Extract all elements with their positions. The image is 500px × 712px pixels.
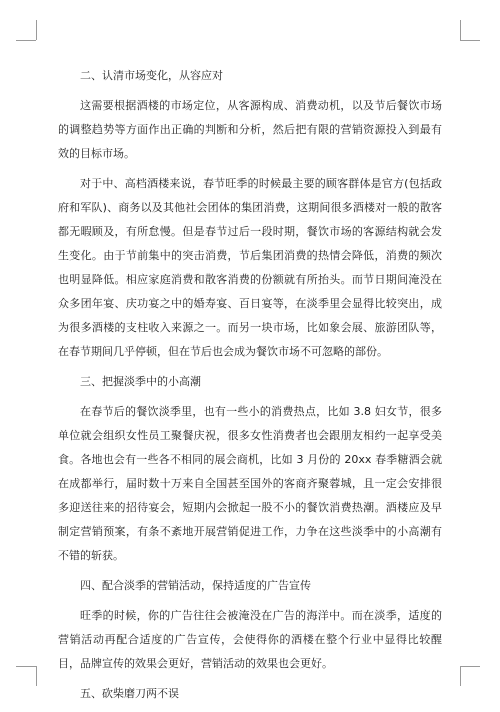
crop-mark-top-left <box>16 40 36 41</box>
section-heading-4: 四、配合淡季的营销活动，保持适度的广告宣传 <box>80 579 311 592</box>
paragraph: 这需要根据酒楼的市场定位，从客源构成、消费动机，以及节后餐饮市场的调整趋势等方面作出正确的判断和分析，然后把有限的营销资源投入到最有效的目标市场。 <box>58 99 442 160</box>
section-heading-3: 三、把握淡季中的小高潮 <box>80 375 201 388</box>
paragraph: 对于中、高档酒楼来说，春节旺季的时候最主要的顾客群体是官方(包括政府和军队)、商务以及其他社会团体的集团消费，这期间很多酒楼对一般的散客都无暇顾及，有所怠慢。但是春节过后一段时期，餐饮市场的客源结构就会发生变化。由于节前集中的突击消费，节后集团消费的热情会降低，消费的频次也明显降低。相应家庭消费和散客消费的份额就有所抬头。而节日期间淹没在众多团年宴、庆功宴之中的婚寿宴、百日宴等，在淡季里会显得比较突出，成为很多酒楼的支柱收入来源之一。而另一块市场，比如象会展、旅游团队等，在春节期间几乎停顿，但在节后也会成为餐饮市场不可忽略的部份。 <box>58 177 442 358</box>
paragraph: 在春节后的餐饮淡季里，也有一些小的消费热点，比如 3.8 妇女节，很多单位就会组织女性员工聚餐庆祝，很多女性消费者也会跟朋友相约一起享受美食。各地也会有一些各不相同的展会商机，比如 3 月份的 20xx 春季糖酒会就在成都举行，届时数十万来自全国甚至国外的客商齐聚蓉城，且一定会安排很多迎送往来的招待宴会，短期内会掀起一股不小的餐饮消费热潮。酒楼应及早制定营销预案，有条不紊地开展营销促进工作，力争在这些淡季中的小高潮有不错的斩获。 <box>58 405 442 562</box>
crop-mark-bottom-left <box>36 666 37 686</box>
crop-mark-bottom-right <box>460 666 480 667</box>
section-heading-2: 二、认清市场变化，从容应对 <box>80 69 223 82</box>
crop-mark-top-left <box>36 20 37 40</box>
crop-mark-top-right <box>460 40 480 41</box>
document-body <box>58 64 442 712</box>
section-heading-5: 五、砍柴磨刀两不误 <box>80 687 179 700</box>
paragraph: 旺季的时候，你的广告往往会被淹没在广告的海洋中。而在淡季，适度的营销活动再配合适度的广告宣传，会使得你的酒楼在整个行业中显得比较醒目，品牌宣传的效果会更好，营销活动的效果也会更好。 <box>58 609 442 670</box>
crop-mark-bottom-right <box>460 666 461 686</box>
crop-mark-bottom-left <box>16 666 36 667</box>
crop-mark-top-right <box>460 20 461 40</box>
